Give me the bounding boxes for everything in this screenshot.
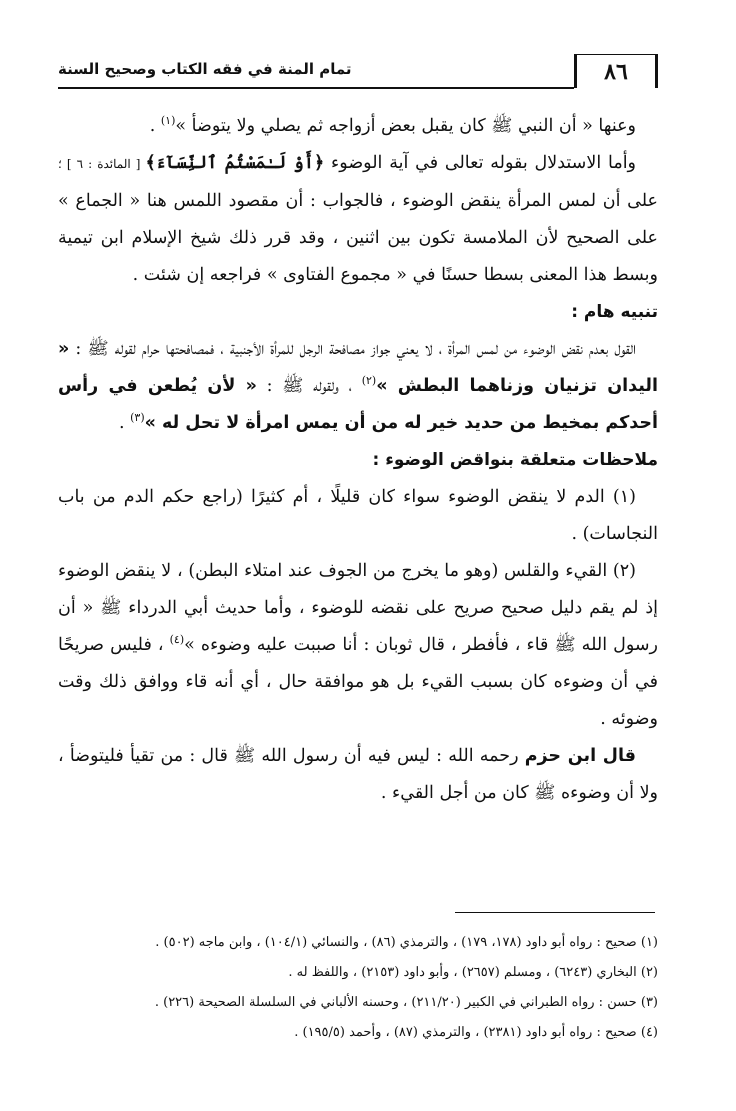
page-header xyxy=(58,54,658,90)
footnote-1: (١) صحيح : رواه أبو داود (١٧٨، ١٧٩) ، والترمذي (٨٦) ، والنسائي (١٠٤/١) ، وابن ماجه (٥٠٢) . xyxy=(155,935,658,950)
paragraph-2 xyxy=(58,145,658,294)
hadith-quote: « اليدان تزنيان وزناهما البطش » xyxy=(58,339,658,396)
paragraph-text: ، فليس صريحًا في أن وضوءه كان بسبب القيء بل هو موافقة حال ، أي أنه قاء ووافق ذلك وقت وضوئه . xyxy=(58,635,658,729)
footnote-ref-2: (٢) xyxy=(361,374,377,388)
verse-reference: [ المائدة : ٦ ] ؛ xyxy=(58,157,146,171)
paragraph-text: على أن لمس المرأة ينقض الوضوء ، فالجواب : أن مقصود اللمس هنا « الجماع » على الصحيح لأن الملامسة تكون بين اثنين ، وقد قرر ذلك شيخ الإسلام ابن تيمية وبسط هذا المعنى بسطا حسنًا في « مجموع الفتاوى » فراجعه إن شئت . xyxy=(58,191,658,285)
footnote-4: (٤) صحيح : رواه أبو داود (٢٣٨١) ، والترمذي (٨٧) ، وأحمد (١٩٥/٥) . xyxy=(294,1025,658,1040)
footnote-ref-3: (٣) xyxy=(130,411,145,425)
paragraph-1 xyxy=(58,108,658,145)
paragraph-3 xyxy=(58,331,658,442)
paragraph-text: (١) الدم لا ينقض الوضوء سواء كان قليلًا ، أم كثيرًا (راجع حكم الدم من باب النجاسات) . xyxy=(58,487,658,544)
footnote-3: (٣) حسن : رواه الطبراني في الكبير (٢١١/٢٠) ، وحسنه الألباني في السلسلة الصحيحة (٢٢٦) . xyxy=(154,995,658,1010)
paragraph-text: القول بعدم نقض الوضوء من لمس المرأة ، لا يعني جواز مصافحة الرجل للمرأة الأجنبية ، فمصافحتها حرام لقوله ﷺ : xyxy=(69,339,636,359)
paragraph-text: . xyxy=(149,116,161,136)
paragraph-text: وعنها « أن النبي ﷺ كان يقبل بعض أزواجه ثم يصلي ولا يتوضأ » xyxy=(175,116,636,136)
paragraph-text: . xyxy=(118,413,131,433)
footnotes xyxy=(58,928,658,1048)
paragraph-4 xyxy=(58,479,658,553)
running-title: تمام المنة في فقه الكتاب وصحيح السنة xyxy=(58,60,352,78)
footnote-divider xyxy=(455,912,655,913)
page-number: ٨٦ xyxy=(574,54,658,88)
main-text xyxy=(58,108,658,812)
section-heading-notes: ملاحظات متعلقة بنواقض الوضوء : xyxy=(372,450,658,470)
scholar-name: قال ابن حزم xyxy=(524,746,636,766)
footnote-ref-1: (١) xyxy=(160,114,176,128)
paragraph-6 xyxy=(58,738,658,812)
quran-verse: ﴿أَوْ لَـٰمَسْتُمُ ٱلنِّسَآءَ﴾ xyxy=(145,153,325,173)
paragraph-text: ، ولقوله ﷺ : xyxy=(256,376,362,396)
footnote-ref-4: (٤) xyxy=(169,633,185,647)
section-heading-notice: تنبيه هام : xyxy=(571,302,658,322)
paragraph-text: وأما الاستدلال بقوله تعالى في آية الوضوء xyxy=(324,153,637,173)
footnote-2: (٢) البخاري (٦٢٤٣) ، ومسلم (٢٦٥٧) ، وأبو داود (٢١٥٣) ، واللفظ له . xyxy=(288,965,658,980)
paragraph-5 xyxy=(58,553,658,738)
header-rule xyxy=(58,87,574,89)
paragraph-text: (٢) القيء والقلس (وهو ما يخرج من الجوف عند امتلاء البطن) ، لا ينقض الوضوء إذ لم يقم دليل صحيح صريح على نقضه للوضوء ، وأما حديث أبي الدرداء ﷺ « أن رسول الله ﷺ قاء ، فأفطر ، قال ثوبان : أنا صببت عليه وضوءه » xyxy=(58,561,658,655)
hadith-quote: « لأن يُطعن في رأس أحدكم بمخيط من حديد خير له من أن يمس امرأة لا تحل له » xyxy=(58,376,658,433)
paragraph-text: رحمه الله : ليس فيه أن رسول الله ﷺ قال : من تقيأ فليتوضأ ، ولا أن وضوءه ﷺ كان من أجل القيء . xyxy=(58,746,658,803)
